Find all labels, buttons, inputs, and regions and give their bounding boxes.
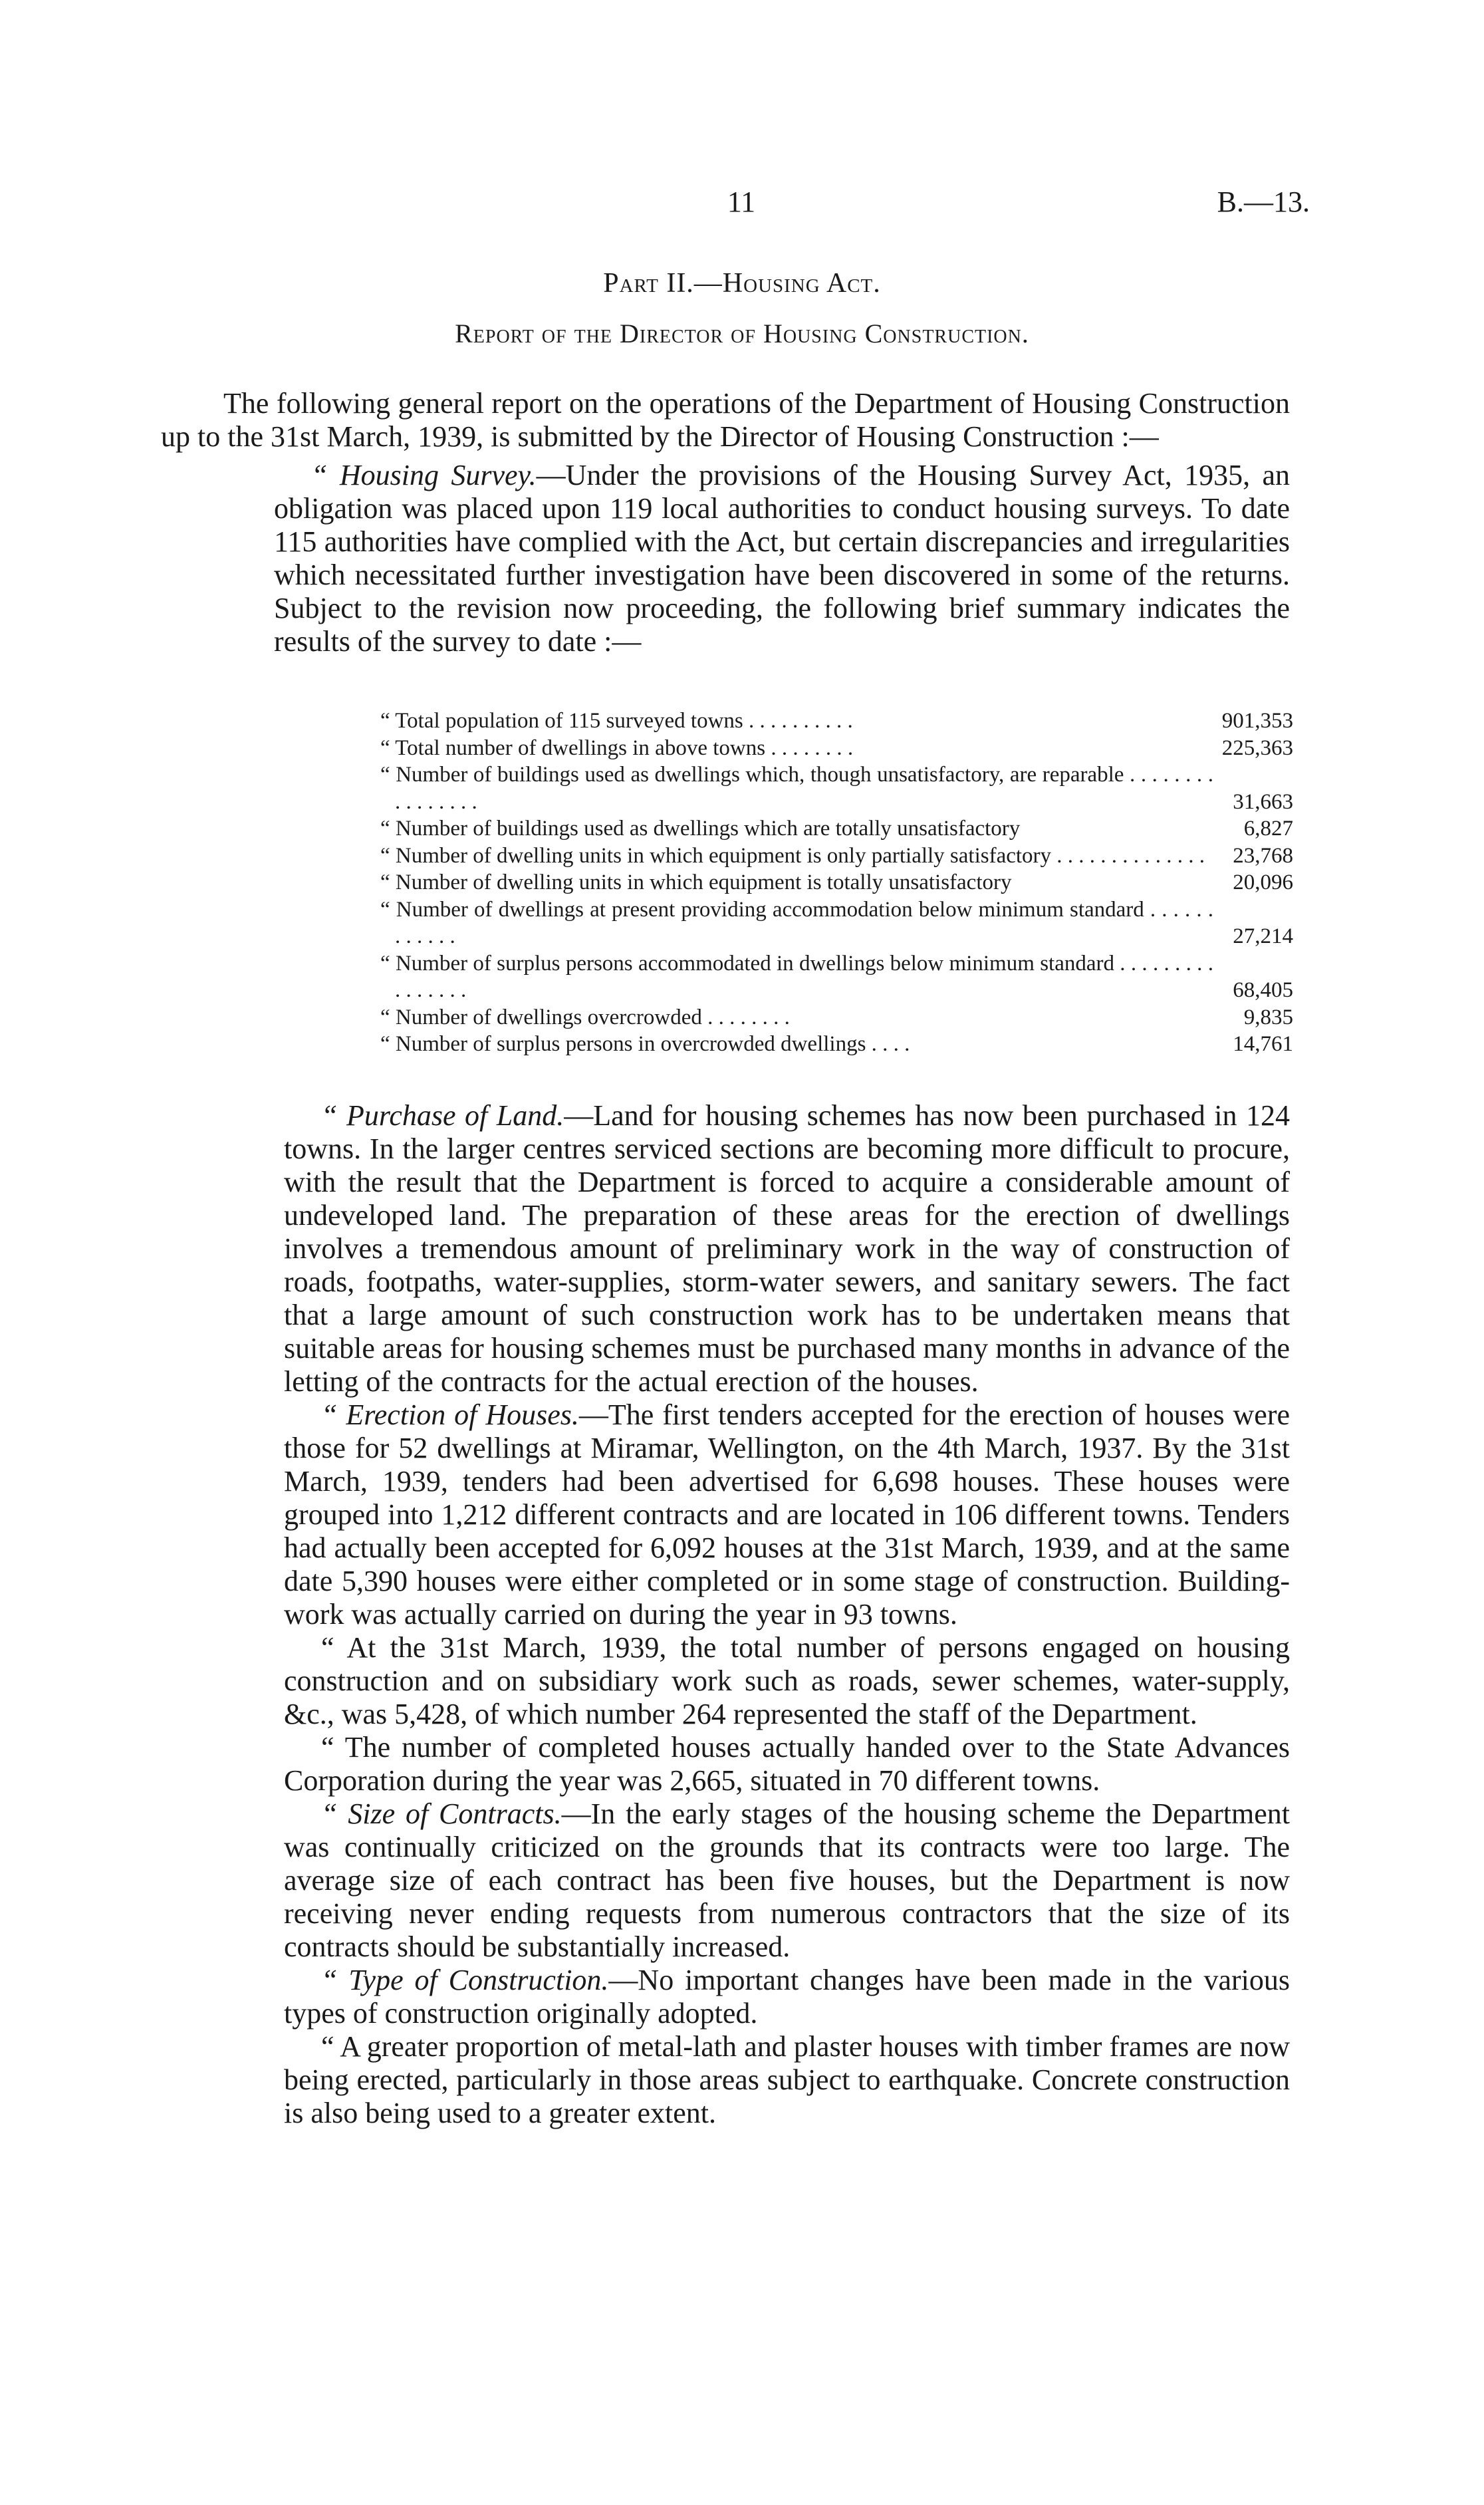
type-of-construction-paragraph <box>284 1964 1290 2030</box>
summary-label: “ Number of dwellings overcrowded . . . . . . . . <box>380 1005 790 1029</box>
size-of-contracts-heading: “ Size of Contracts. <box>321 1797 562 1830</box>
type-of-construction-heading: “ Type of Construction. <box>321 1964 609 1996</box>
summary-value: 68,405 <box>1233 978 1293 1002</box>
document-reference: B.—13. <box>1217 186 1310 218</box>
summary-value: 901,353 <box>1221 709 1293 733</box>
summary-label: “ Number of buildings used as dwellings which, though unsatisfactory, are reparable . . . . . . . . . . . . . . . . <box>380 763 1213 814</box>
summary-label: “ Number of buildings used as dwellings which are totally unsatisfactory <box>380 817 1021 841</box>
summary-label: “ Number of dwelling units in which equipment is totally unsatisfactory <box>380 870 1012 894</box>
part-title: Part II.—Housing Act. <box>603 268 881 299</box>
survey-summary-table <box>380 708 1293 1058</box>
summary-label: “ Total population of 115 surveyed towns . . . . . . . . . . <box>380 709 853 733</box>
report-title: Report of the Director of Housing Construction. <box>455 319 1029 348</box>
persons-engaged-paragraph: “ At the 31st March, 1939, the total number of persons engaged on housing construction and on subsidiary work such as roads, sewer schemes, water-supply, &c., was 5,428, of which number 264 represented the staff of the Department. <box>284 1631 1290 1730</box>
summary-label: “ Number of dwellings at present providing accommodation below minimum standard . . . . . . . . . . . . <box>380 897 1213 948</box>
summary-label: “ Number of surplus persons accommodated in dwellings below minimum standard . . . . . . . . . . . . . . . . <box>380 951 1213 1002</box>
purchase-of-land-heading: “ Purchase of Land. <box>321 1099 564 1132</box>
size-of-contracts-paragraph <box>284 1797 1290 1964</box>
summary-row <box>380 761 1293 815</box>
housing-survey-section <box>274 459 1290 658</box>
summary-label: “ Number of surplus persons in overcrowded dwellings . . . . <box>380 1032 910 1056</box>
erection-of-houses-paragraph <box>284 1398 1290 1631</box>
summary-row <box>380 735 1293 762</box>
intro-paragraph: The following general report on the operations of the Department of Housing Construction up to the 31st March, 1939, is submitted by the Director of Housing Construction :— <box>161 387 1290 453</box>
summary-row <box>380 950 1293 1004</box>
summary-row <box>380 869 1293 896</box>
summary-row <box>380 896 1293 950</box>
report-body <box>284 1099 1290 2130</box>
summary-label: “ Total number of dwellings in above towns . . . . . . . . <box>380 735 854 760</box>
summary-value: 6,827 <box>1243 817 1293 841</box>
summary-row <box>380 708 1293 735</box>
purchase-of-land-paragraph <box>284 1099 1290 1398</box>
summary-value: 20,096 <box>1233 870 1293 894</box>
summary-row <box>380 1031 1293 1058</box>
summary-label: “ Number of dwelling units in which equipment is only partially satisfactory . . . . . . . . . . . . . . <box>380 843 1205 868</box>
summary-value: 225,363 <box>1221 735 1293 760</box>
housing-survey-heading: “ Housing Survey. <box>311 459 537 491</box>
metal-lath-paragraph: “ A greater proportion of metal-lath and plaster houses with timber frames are now being erected, particularly in those areas subject to earthquake. Concrete construction is also being used to a greater extent. <box>284 2030 1290 2129</box>
page-number: 11 <box>727 186 756 218</box>
summary-row <box>380 815 1293 843</box>
summary-value: 9,835 <box>1243 1005 1293 1029</box>
summary-value: 27,214 <box>1233 924 1293 948</box>
housing-survey-paragraph <box>274 459 1290 658</box>
summary-row <box>380 1004 1293 1031</box>
summary-value: 23,768 <box>1233 843 1293 868</box>
summary-value: 14,761 <box>1233 1032 1293 1056</box>
handed-over-paragraph: “ The number of completed houses actually handed over to the State Advances Corporation during the year was 2,665, situated in 70 different towns. <box>284 1731 1290 1797</box>
summary-row <box>380 843 1293 870</box>
summary-value: 31,663 <box>1233 789 1293 814</box>
size-of-contracts-text: —In the early stages of the housing scheme the Department was continually criticized on the grounds that its contracts were too large. The average size of each contract has been five houses, but the Department is now receiving never ending requests from numerous contractors that the size of its contracts should be substantially increased. <box>284 1797 1290 1963</box>
type-of-construction-text: —No important changes have been made in the various types of construction originally adopted. <box>284 1964 1290 2030</box>
erection-of-houses-heading: “ Erection of Houses. <box>321 1398 579 1431</box>
erection-of-houses-text: —The first tenders accepted for the erection of houses were those for 52 dwellings at Miramar, Wellington, on the 4th March, 1937. By the 31st March, 1939, tenders had been advertised for 6,698 houses. These houses were grouped into 1,212 different contracts and are located in 106 different towns. Tenders had actually been accepted for 6,092 houses at the 31st March, 1939, and at the same date 5,390 houses were either completed or in some stage of construction. Building-work was actually carried on during the year in 93 towns. <box>284 1398 1290 1631</box>
purchase-of-land-text: —Land for housing schemes has now been purchased in 124 towns. In the larger centres serviced sections are becoming more difficult to procure, with the result that the Department is forced to acquire a considerable amount of undeveloped land. The preparation of these areas for the erection of dwellings involves a tremendous amount of preliminary work in the way of construction of roads, footpaths, water-supplies, storm-water sewers, and sanitary sewers. The fact that a large amount of such construction work has to be undertaken means that suitable areas for housing schemes must be purchased many months in advance of the letting of the contracts for the actual erection of the houses. <box>284 1099 1290 1398</box>
housing-survey-text: —Under the provisions of the Housing Survey Act, 1935, an obligation was placed upon 119 local authorities to conduct housing surveys. To date 115 authorities have complied with the Act, but certain discrepancies and irregularities which necessitated further investigation have been discovered in some of the returns. Subject to the revision now proceeding, the following brief summary indicates the results of the survey to date :— <box>274 459 1290 658</box>
